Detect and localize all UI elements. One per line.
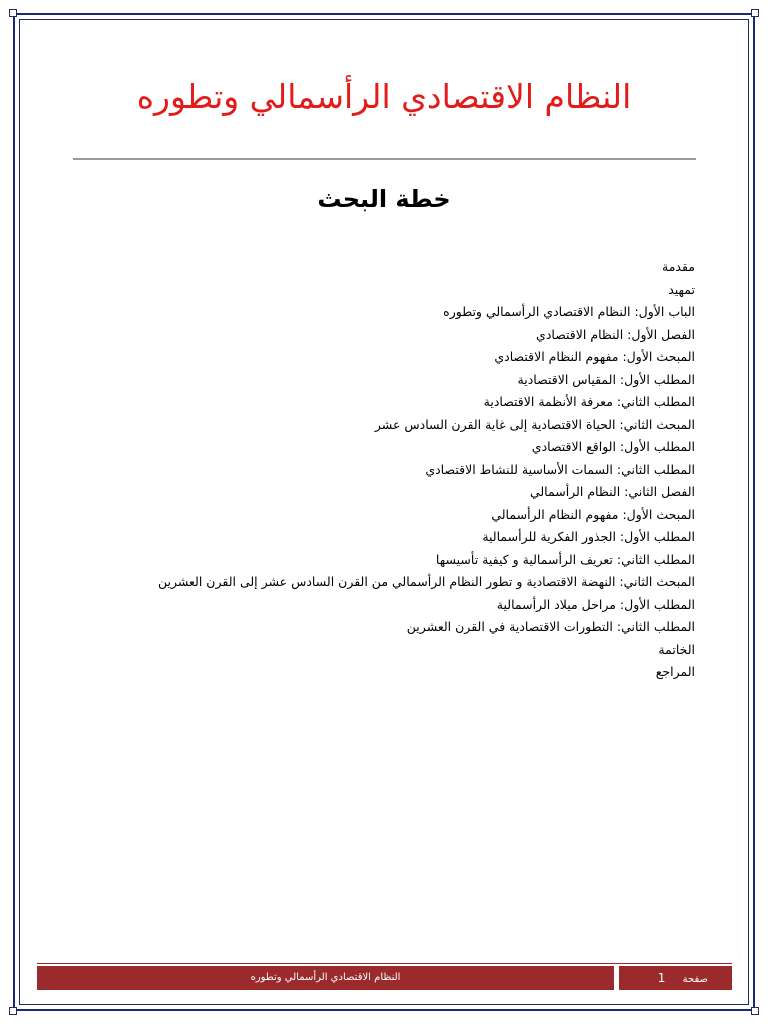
toc-item: تمهيد (668, 281, 695, 297)
document-title: النظام الاقتصادي الرأسمالي وتطوره (136, 77, 632, 116)
toc-item: المبحث الأول: مفهوم النظام الاقتصادي (494, 349, 695, 364)
toc-item: المطلب الأول: مراحل ميلاد الرأسمالية (496, 596, 695, 612)
page-label: صفحة (682, 974, 708, 985)
toc-item: المبحث الثاني: النهضة الاقتصادية و تطور النظام الرأسمالي من القرن السادس عشر إلى القرن العشرين (157, 574, 695, 589)
toc-item: المطلب الأول: المقياس الاقتصادية (517, 371, 695, 387)
toc-item: مقدمة (662, 259, 695, 274)
title-divider (73, 158, 696, 160)
corner-ornament (751, 9, 759, 17)
footer-title: النظام الاقتصادي الرأسمالي وتطوره (37, 966, 614, 990)
toc-item: المبحث الأول: مفهوم النظام الرأسمالي (491, 506, 695, 522)
toc-item: الفصل الثاني: النظام الرأسمالي (529, 484, 695, 499)
toc-item: المراجع (655, 664, 695, 679)
page-number: 1 (657, 971, 666, 985)
toc-item: المطلب الثاني: السمات الأساسية للنشاط الاقتصادي (425, 461, 695, 477)
toc-item: الباب الأول: النظام الاقتصادي الرأسمالي وتطوره (443, 304, 695, 319)
corner-ornament (751, 1007, 759, 1015)
toc-item: المبحث الثاني: الحياة الاقتصادية إلى غاية القرن السادس عشر (374, 416, 695, 432)
toc-item: الفصل الأول: النظام الاقتصادي (536, 326, 695, 342)
corner-ornament (9, 9, 17, 17)
toc-item: الخاتمة (658, 641, 695, 657)
toc-item: المطلب الثاني: التطورات الاقتصادية في القرن العشرين (406, 619, 695, 634)
toc-item: المطلب الثاني: معرفة الأنظمة الاقتصادية (483, 394, 695, 409)
footer-divider (37, 963, 732, 964)
corner-ornament (9, 1007, 17, 1015)
section-heading: خطة البحث (317, 185, 451, 213)
toc-item: المطلب الثاني: تعريف الرأسمالية و كيفية تأسيسها (435, 551, 695, 567)
table-of-contents (55, 256, 695, 684)
toc-item: المطلب الأول: الواقع الاقتصادي (531, 439, 695, 454)
footer-page-box (619, 966, 732, 990)
toc-item: المطلب الأول: الجذور الفكرية للرأسمالية (482, 529, 695, 544)
